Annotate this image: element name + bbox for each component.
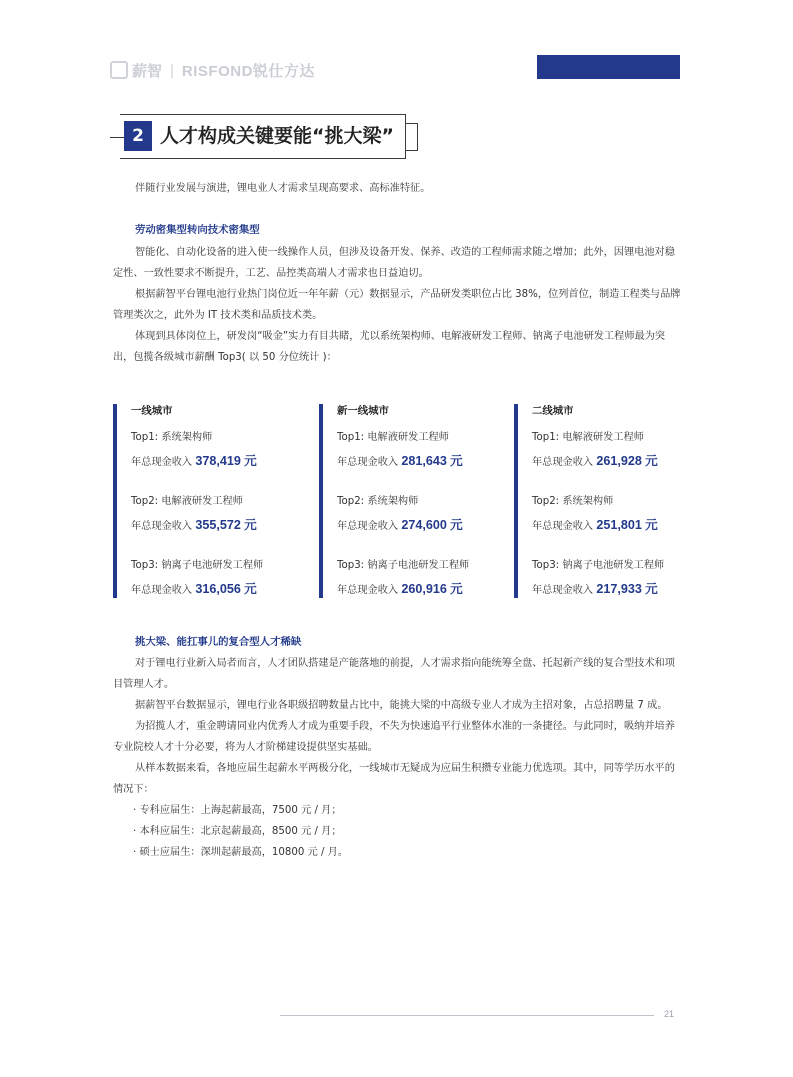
logo-separator: |: [170, 61, 174, 79]
salary-value: 年总现金收入 261,928 元: [532, 454, 658, 468]
page-number: 21: [664, 1009, 675, 1019]
top-entry: Top1: 电解液研发工程师: [337, 432, 449, 443]
header-accent-bar: [537, 55, 680, 79]
city-column-new-tier1: [319, 404, 513, 598]
city-name: 二线城市: [532, 405, 574, 417]
part2-heading: 挑大梁、能扛事儿的复合型人才稀缺: [135, 636, 302, 648]
section-title: 人才构成关键要能“挑大梁”: [160, 125, 394, 147]
footer-rule: [280, 1015, 654, 1016]
part2-paragraph: 对于锂电行业新入局者而言，人才团队搭建是产能落地的前提，人才需求指向能统筹全盘、托起新产线的复合型技术和项目管理人才。: [113, 658, 675, 690]
city-name: 一线城市: [131, 405, 173, 417]
title-frame-right-bracket: [405, 123, 418, 151]
top-entry: Top3: 钠离子电池研发工程师: [532, 560, 665, 571]
bullet-item: · 硕士应届生：深圳起薪最高，10800 元 / 月。: [133, 847, 349, 858]
salary-value: 年总现金收入 274,600 元: [337, 518, 463, 532]
part1-paragraph: 根据薪智平台锂电池行业热门岗位近一年年薪（元）数据显示，产品研发类职位占比 38%，位列首位，制造工程类与品牌管理类次之，此外为 IT 技术类和品质技术类。: [113, 289, 681, 321]
part1-paragraph: 体现到具体岗位上，研发岗“吸金”实力有目共睹，尤以系统架构师、电解液研发工程师、钠离子电池研发工程师最为突出，包揽各级城市薪酬 Top3( 以 50 分位统计 )：: [113, 331, 666, 363]
part2-paragraph: 为招揽人才，重金聘请同业内优秀人才成为重要手段，不失为快速追平行业整体水准的一条捷径。与此同时，吸纳并培养专业院校人才十分必要，将为人才阶梯建设提供坚实基础。: [113, 721, 675, 753]
part2-paragraph: 据薪智平台数据显示，锂电行业各职级招聘数量占比中，能挑大梁的中高级专业人才成为主招对象，占总招聘量 7 成。: [135, 700, 668, 711]
top-entry: Top1: 系统架构师: [131, 432, 213, 443]
bullet-item: · 本科应届生：北京起薪最高，8500 元 / 月；: [133, 826, 342, 837]
bullet-item: · 专科应届生：上海起薪最高，7500 元 / 月；: [133, 805, 342, 816]
salary-value: 年总现金收入 355,572 元: [131, 518, 257, 532]
city-name: 新一线城市: [337, 405, 389, 417]
salary-value: 年总现金收入 260,916 元: [337, 582, 463, 596]
logo-mark-icon: [110, 61, 128, 79]
top-entry: Top1: 电解液研发工程师: [532, 432, 644, 443]
part2-paragraph: 从样本数据来看，各地应届生起薪水平两极分化，一线城市无疑成为应届生积攒专业能力优选项。其中，同等学历水平的情况下：: [113, 763, 675, 795]
part1-body: [113, 242, 681, 368]
logo-risfond: RISFOND锐仕方达: [181, 62, 315, 80]
part1-paragraph: 智能化、自动化设备的进入使一线操作人员，但涉及设备开发、保养、改造的工程师需求随之增加；此外，因锂电池对稳定性、一致性要求不断提升，工艺、品控类高端人才需求也日益迫切。: [113, 247, 675, 279]
salary-value: 年总现金收入 217,933 元: [532, 582, 658, 596]
section-number: 2: [124, 121, 152, 151]
top-entry: Top2: 系统架构师: [532, 496, 614, 507]
salary-value: 年总现金收入 281,643 元: [337, 454, 463, 468]
city-column-tier2: [514, 404, 708, 598]
part2-body: [113, 653, 681, 863]
top-entry: Top3: 钠离子电池研发工程师: [337, 560, 470, 571]
top-entry: Top2: 系统架构师: [337, 496, 419, 507]
logo-xinzhi: 薪智: [132, 62, 163, 80]
salary-value: 年总现金收入 378,419 元: [131, 454, 257, 468]
part1-heading: 劳动密集型转向技术密集型: [135, 224, 260, 236]
intro-paragraph: 伴随行业发展与演进，锂电业人才需求呈现高要求、高标准特征。: [135, 183, 431, 194]
brand-logo: [110, 60, 315, 80]
city-column-tier1: [113, 404, 307, 598]
top-entry: Top3: 钠离子电池研发工程师: [131, 560, 264, 571]
salary-value: 年总现金收入 316,056 元: [131, 582, 257, 596]
top-entry: Top2: 电解液研发工程师: [131, 496, 243, 507]
salary-value: 年总现金收入 251,801 元: [532, 518, 658, 532]
